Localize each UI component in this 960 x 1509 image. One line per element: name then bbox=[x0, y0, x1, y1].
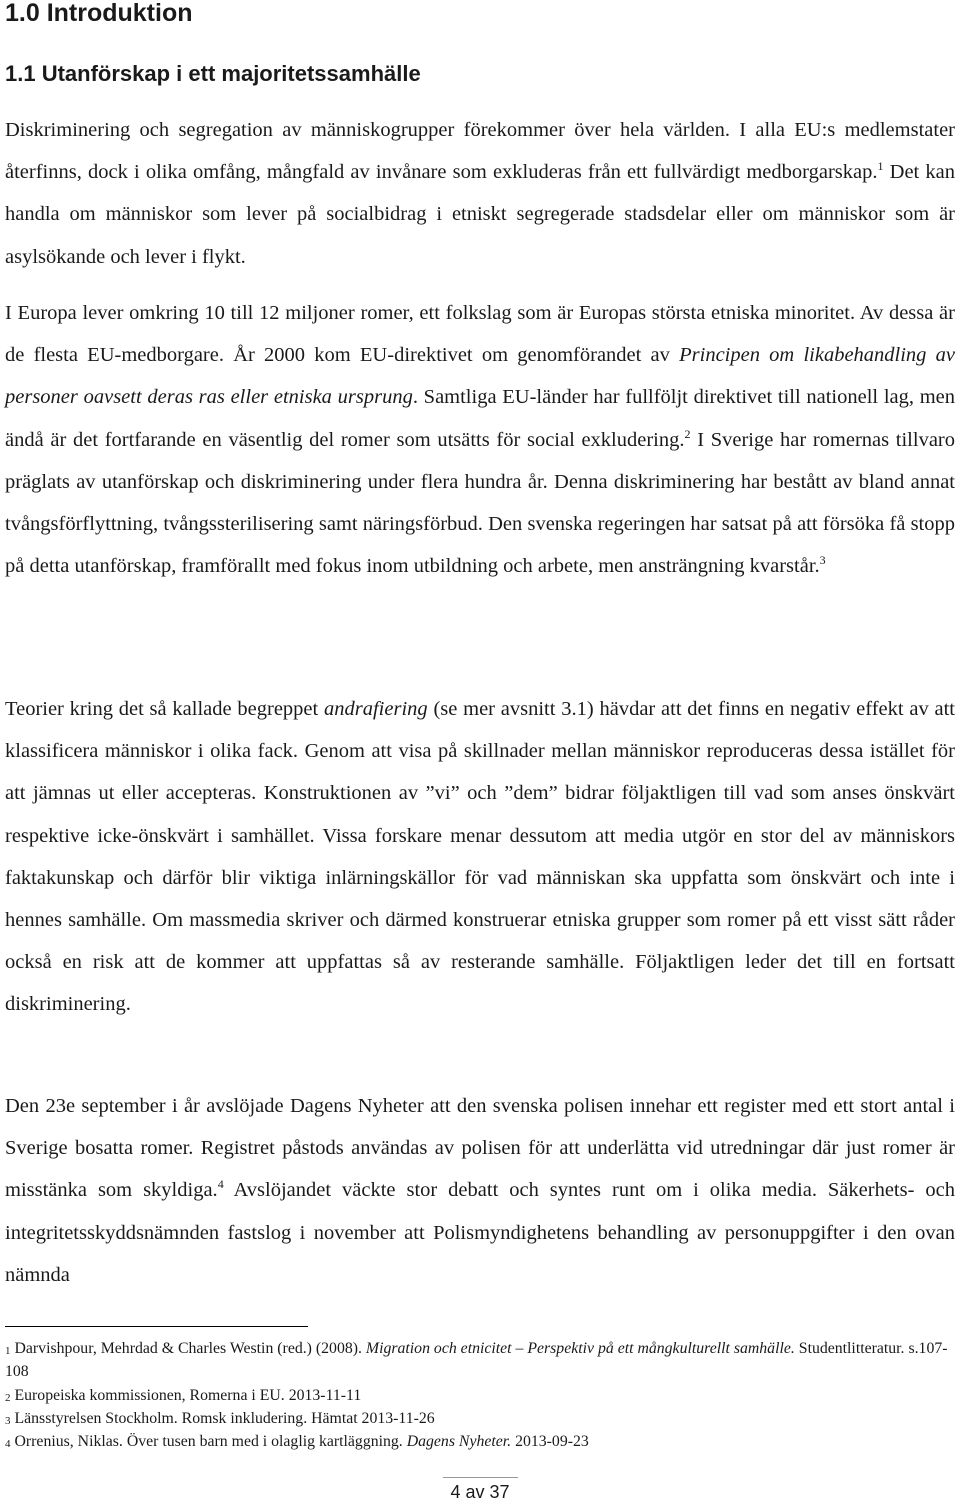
footnote-ref-4[interactable]: 4 bbox=[217, 1177, 224, 1192]
term-andrafiering: andrafiering bbox=[324, 698, 428, 720]
page-number-rule bbox=[443, 1477, 518, 1478]
paragraph-1: Diskriminering och segregation av människogrupper förekommer över hela världen. I alla EU:s medlemstater återfinns, dock i olika omfång, mångfald av invånare som exkluderas från ett fullvärdigt medborgarskap.$^1$ Det kan handla om människor som lever på socialbidrag i etniskt segregerade stadsdelar eller om människor som är asylsökande och lever i flykt. bbox=[5, 119, 955, 268]
footnote-ref-3[interactable]: 3 bbox=[819, 553, 826, 568]
directive-title: Principen om likabehandling av personer oavsett deras ras eller etniska ursprung bbox=[5, 344, 955, 409]
chapter-heading: 1.0 Introduktion bbox=[5, 0, 193, 27]
footnote-3: $^3$ Länsstyrelsen Stockholm. Romsk inkludering. Hämtat 2013-11-26 bbox=[5, 1410, 435, 1427]
footnote-separator bbox=[5, 1326, 308, 1327]
footnote-2: $^2$ Europeiska kommissionen, Romerna i EU. 2013-11-11 bbox=[5, 1387, 362, 1404]
section-heading: 1.1 Utanförskap i ett majoritetssamhälle bbox=[5, 61, 421, 86]
footnote-1: $^1$ Darvishpour, Mehrdad & Charles Westin (red.) (2008). Migration och etnicitet – Perspektiv på ett mångkulturellt samhälle. Studentlitteratur. s.107-108 bbox=[5, 1340, 948, 1380]
footnote-ref-1[interactable]: 1 bbox=[877, 159, 884, 174]
paragraph-2: I Europa lever omkring 10 till 12 miljoner romer, ett folkslag som är Europas största etniska minoritet. Av dessa är de flesta EU-medborgare. År 2000 kom EU-direktivet om genomförandet av Principen om likabehandling av personer oavsett deras ras eller etniska ursprung. Samtliga EU-länder har fullföljt direktivet till nationell lag, men ändå är det fortfarande en väsentlig del romer som utsätts för social exkludering.$^2$ I Sverige har romernas tillvaro präglats av utanförskap och diskriminering under flera hundra år. Denna diskriminering har bestått av bland annat tvångsförflyttning, tvångssterilisering samt näringsförbud. Den svenska regeringen har satsat på att försöka få stopp på detta utanförskap, framförallt med fokus inom utbildning och arbete, men ansträngning kvarstår.$^3$ bbox=[5, 302, 955, 578]
footnote-ref-2[interactable]: 2 bbox=[684, 426, 691, 441]
paragraph-3: Teorier kring det så kallade begreppet andrafiering (se mer avsnitt 3.1) hävdar att det finns en negativ effekt av att klassificera människor i olika fack. Genom att visa på skillnader mellan människor reproduceras dessa istället för att jämnas ut eller accepteras. Konstruktionen av ”vi” och ”dem” bidrar följaktligen till vad som anses önskvärt respektive icke-önskvärt i samhället. Vissa forskare menar dessutom att media utgör en stor del av människors faktakunskap och därför blir viktiga inlärningskällor för vad människan ska uppfatta som önskvärt och inte i hennes samhälle. Om massmedia skriver och därmed konstruerar etniska grupper som romer på ett visst sätt råder också en risk att de kommer att uppfattas så av resterande samhälle. Följaktligen leder det till en fortsatt diskriminering. bbox=[5, 698, 955, 1016]
page-number: 4 av 37 bbox=[450, 1482, 510, 1502]
footnote-4: $^4$ Orrenius, Niklas. Över tusen barn med i olaglig kartläggning. Dagens Nyheter. 2013-09-23 bbox=[5, 1433, 589, 1450]
paragraph-4: Den 23e september i år avslöjade Dagens Nyheter att den svenska polisen innehar ett register med ett stort antal i Sverige bosatta romer. Registret påstods användas av polisen för att underlätta vid utredningar där just romer är misstänka som skyldiga.$^4$ Avslöjandet väckte stor debatt och syntes runt om i olika media. Säkerhets- och integritetsskyddsnämnden fastslog i november att Polismyndighetens behandling av personuppgifter i den ovan nämnda bbox=[5, 1095, 955, 1286]
